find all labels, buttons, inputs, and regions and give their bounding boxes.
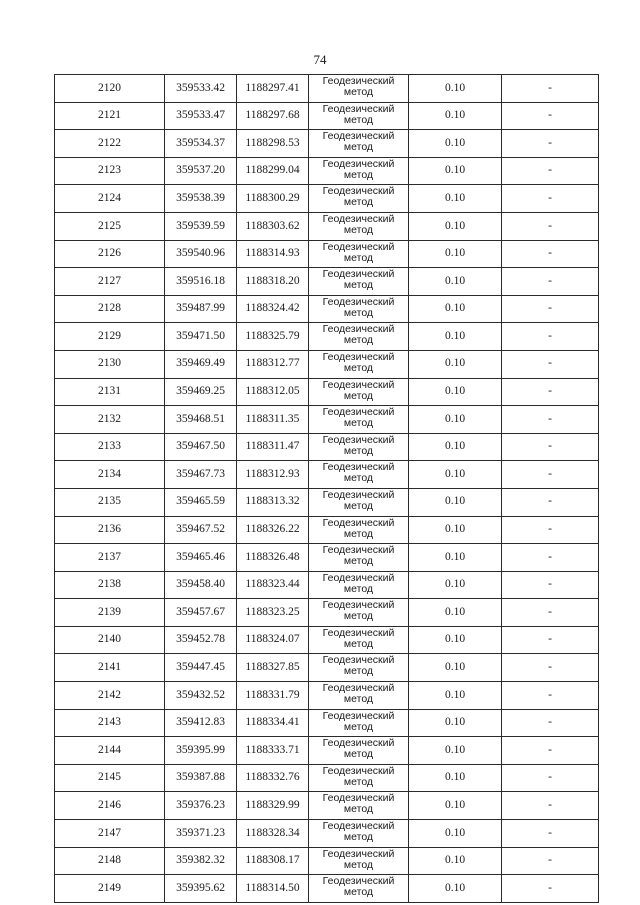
table-row (55, 323, 599, 351)
method-cell: Геодезический метод (309, 102, 409, 130)
coord-x-cell: 359467.52 (165, 516, 237, 544)
coord-x-cell: 359395.99 (165, 737, 237, 765)
accuracy-cell: 0.10 (409, 764, 502, 792)
coord-x-cell: 359447.45 (165, 654, 237, 682)
note-cell: - (502, 185, 599, 213)
table-row (55, 488, 599, 516)
table-row (55, 102, 599, 130)
coord-y-cell: 1188311.47 (237, 433, 309, 461)
method-cell: Геодезический метод (309, 212, 409, 240)
table-row (55, 240, 599, 268)
coord-y-cell: 1188300.29 (237, 185, 309, 213)
coord-y-cell: 1188312.05 (237, 378, 309, 406)
accuracy-cell: 0.10 (409, 75, 502, 103)
table-row (55, 75, 599, 103)
coord-x-cell: 359376.23 (165, 792, 237, 820)
table-row (55, 130, 599, 158)
coord-y-cell: 1188323.44 (237, 571, 309, 599)
coord-x-cell: 359471.50 (165, 323, 237, 351)
accuracy-cell: 0.10 (409, 654, 502, 682)
accuracy-cell: 0.10 (409, 847, 502, 875)
table-row (55, 682, 599, 710)
note-cell: - (502, 820, 599, 848)
method-cell: Геодезический метод (309, 516, 409, 544)
point-number-cell: 2132 (55, 406, 165, 434)
page-number: 74 (313, 52, 327, 67)
method-cell: Геодезический метод (309, 488, 409, 516)
table-row (55, 709, 599, 737)
method-cell: Геодезический метод (309, 185, 409, 213)
method-cell: Геодезический метод (309, 875, 409, 903)
accuracy-cell: 0.10 (409, 488, 502, 516)
coord-y-cell: 1188314.50 (237, 875, 309, 903)
method-cell: Геодезический метод (309, 847, 409, 875)
accuracy-cell: 0.10 (409, 820, 502, 848)
table-row (55, 185, 599, 213)
accuracy-cell: 0.10 (409, 875, 502, 903)
coord-y-cell: 1188303.62 (237, 212, 309, 240)
table-row (55, 212, 599, 240)
note-cell: - (502, 212, 599, 240)
coord-x-cell: 359465.59 (165, 488, 237, 516)
method-cell: Геодезический метод (309, 737, 409, 765)
table-row (55, 516, 599, 544)
table-row (55, 268, 599, 296)
table-row (55, 654, 599, 682)
accuracy-cell: 0.10 (409, 268, 502, 296)
method-cell: Геодезический метод (309, 820, 409, 848)
accuracy-cell: 0.10 (409, 461, 502, 489)
accuracy-cell: 0.10 (409, 240, 502, 268)
point-number-cell: 2147 (55, 820, 165, 848)
method-cell: Геодезический метод (309, 599, 409, 627)
accuracy-cell: 0.10 (409, 737, 502, 765)
accuracy-cell: 0.10 (409, 212, 502, 240)
note-cell: - (502, 626, 599, 654)
coord-x-cell: 359469.25 (165, 378, 237, 406)
accuracy-cell: 0.10 (409, 599, 502, 627)
point-number-cell: 2145 (55, 764, 165, 792)
method-cell: Геодезический метод (309, 654, 409, 682)
method-cell: Геодезический метод (309, 626, 409, 654)
note-cell: - (502, 157, 599, 185)
table-row (55, 571, 599, 599)
coord-y-cell: 1188327.85 (237, 654, 309, 682)
coord-y-cell: 1188328.34 (237, 820, 309, 848)
accuracy-cell: 0.10 (409, 406, 502, 434)
table-row (55, 406, 599, 434)
note-cell: - (502, 599, 599, 627)
note-cell: - (502, 130, 599, 158)
note-cell: - (502, 654, 599, 682)
coord-x-cell: 359371.23 (165, 820, 237, 848)
coord-y-cell: 1188323.25 (237, 599, 309, 627)
coord-y-cell: 1188311.35 (237, 406, 309, 434)
point-number-cell: 2120 (55, 75, 165, 103)
point-number-cell: 2142 (55, 682, 165, 710)
coord-y-cell: 1188297.68 (237, 102, 309, 130)
note-cell: - (502, 737, 599, 765)
method-cell: Геодезический метод (309, 461, 409, 489)
point-number-cell: 2123 (55, 157, 165, 185)
point-number-cell: 2134 (55, 461, 165, 489)
accuracy-cell: 0.10 (409, 350, 502, 378)
point-number-cell: 2133 (55, 433, 165, 461)
note-cell: - (502, 488, 599, 516)
coord-x-cell: 359538.39 (165, 185, 237, 213)
coord-y-cell: 1188325.79 (237, 323, 309, 351)
table-row (55, 820, 599, 848)
point-number-cell: 2126 (55, 240, 165, 268)
method-cell: Геодезический метод (309, 682, 409, 710)
note-cell: - (502, 544, 599, 572)
table-row (55, 157, 599, 185)
coord-y-cell: 1188324.07 (237, 626, 309, 654)
coord-x-cell: 359534.37 (165, 130, 237, 158)
coord-x-cell: 359452.78 (165, 626, 237, 654)
accuracy-cell: 0.10 (409, 378, 502, 406)
note-cell: - (502, 323, 599, 351)
table-row (55, 626, 599, 654)
coord-x-cell: 359487.99 (165, 295, 237, 323)
point-number-cell: 2143 (55, 709, 165, 737)
coord-y-cell: 1188314.93 (237, 240, 309, 268)
coord-x-cell: 359382.32 (165, 847, 237, 875)
coord-y-cell: 1188329.99 (237, 792, 309, 820)
note-cell: - (502, 571, 599, 599)
point-number-cell: 2125 (55, 212, 165, 240)
accuracy-cell: 0.10 (409, 516, 502, 544)
coord-x-cell: 359432.52 (165, 682, 237, 710)
point-number-cell: 2121 (55, 102, 165, 130)
accuracy-cell: 0.10 (409, 102, 502, 130)
method-cell: Геодезический метод (309, 433, 409, 461)
accuracy-cell: 0.10 (409, 323, 502, 351)
method-cell: Геодезический метод (309, 157, 409, 185)
point-number-cell: 2129 (55, 323, 165, 351)
accuracy-cell: 0.10 (409, 130, 502, 158)
table-row (55, 847, 599, 875)
coord-y-cell: 1188332.76 (237, 764, 309, 792)
method-cell: Геодезический метод (309, 378, 409, 406)
coord-y-cell: 1188333.71 (237, 737, 309, 765)
coord-y-cell: 1188312.77 (237, 350, 309, 378)
table-row (55, 378, 599, 406)
note-cell: - (502, 350, 599, 378)
accuracy-cell: 0.10 (409, 295, 502, 323)
coord-x-cell: 359412.83 (165, 709, 237, 737)
note-cell: - (502, 102, 599, 130)
coord-x-cell: 359465.46 (165, 544, 237, 572)
point-number-cell: 2146 (55, 792, 165, 820)
coord-y-cell: 1188297.41 (237, 75, 309, 103)
note-cell: - (502, 875, 599, 903)
coord-y-cell: 1188312.93 (237, 461, 309, 489)
table-row (55, 461, 599, 489)
coord-x-cell: 359467.73 (165, 461, 237, 489)
method-cell: Геодезический метод (309, 323, 409, 351)
table-row (55, 737, 599, 765)
note-cell: - (502, 268, 599, 296)
note-cell: - (502, 764, 599, 792)
coord-y-cell: 1188308.17 (237, 847, 309, 875)
method-cell: Геодезический метод (309, 764, 409, 792)
point-number-cell: 2127 (55, 268, 165, 296)
point-number-cell: 2131 (55, 378, 165, 406)
coord-x-cell: 359533.47 (165, 102, 237, 130)
note-cell: - (502, 516, 599, 544)
table-row (55, 875, 599, 903)
point-number-cell: 2148 (55, 847, 165, 875)
accuracy-cell: 0.10 (409, 626, 502, 654)
point-number-cell: 2141 (55, 654, 165, 682)
coord-y-cell: 1188299.04 (237, 157, 309, 185)
accuracy-cell: 0.10 (409, 792, 502, 820)
note-cell: - (502, 709, 599, 737)
table-row (55, 764, 599, 792)
table-row (55, 599, 599, 627)
method-cell: Геодезический метод (309, 571, 409, 599)
table-row (55, 295, 599, 323)
note-cell: - (502, 295, 599, 323)
method-cell: Геодезический метод (309, 75, 409, 103)
coord-x-cell: 359468.51 (165, 406, 237, 434)
point-number-cell: 2139 (55, 599, 165, 627)
method-cell: Геодезический метод (309, 130, 409, 158)
coord-y-cell: 1188313.32 (237, 488, 309, 516)
coord-x-cell: 359458.40 (165, 571, 237, 599)
accuracy-cell: 0.10 (409, 709, 502, 737)
point-number-cell: 2135 (55, 488, 165, 516)
coord-x-cell: 359387.88 (165, 764, 237, 792)
note-cell: - (502, 433, 599, 461)
point-number-cell: 2140 (55, 626, 165, 654)
table-row (55, 433, 599, 461)
method-cell: Геодезический метод (309, 544, 409, 572)
coord-y-cell: 1188331.79 (237, 682, 309, 710)
coord-x-cell: 359457.67 (165, 599, 237, 627)
point-number-cell: 2136 (55, 516, 165, 544)
method-cell: Геодезический метод (309, 240, 409, 268)
point-number-cell: 2144 (55, 737, 165, 765)
coord-x-cell: 359395.62 (165, 875, 237, 903)
point-number-cell: 2124 (55, 185, 165, 213)
method-cell: Геодезический метод (309, 295, 409, 323)
point-number-cell: 2138 (55, 571, 165, 599)
coord-y-cell: 1188326.22 (237, 516, 309, 544)
method-cell: Геодезический метод (309, 268, 409, 296)
note-cell: - (502, 240, 599, 268)
point-number-cell: 2130 (55, 350, 165, 378)
coord-x-cell: 359469.49 (165, 350, 237, 378)
accuracy-cell: 0.10 (409, 433, 502, 461)
note-cell: - (502, 682, 599, 710)
coord-y-cell: 1188326.48 (237, 544, 309, 572)
coord-x-cell: 359516.18 (165, 268, 237, 296)
method-cell: Геодезический метод (309, 406, 409, 434)
point-number-cell: 2122 (55, 130, 165, 158)
coordinates-table-body (55, 75, 599, 903)
coord-y-cell: 1188298.53 (237, 130, 309, 158)
accuracy-cell: 0.10 (409, 185, 502, 213)
coord-y-cell: 1188324.42 (237, 295, 309, 323)
method-cell: Геодезический метод (309, 792, 409, 820)
accuracy-cell: 0.10 (409, 571, 502, 599)
point-number-cell: 2149 (55, 875, 165, 903)
coord-x-cell: 359539.59 (165, 212, 237, 240)
coord-x-cell: 359467.50 (165, 433, 237, 461)
table-row (55, 544, 599, 572)
coord-x-cell: 359537.20 (165, 157, 237, 185)
coord-x-cell: 359540.96 (165, 240, 237, 268)
note-cell: - (502, 792, 599, 820)
note-cell: - (502, 378, 599, 406)
accuracy-cell: 0.10 (409, 157, 502, 185)
note-cell: - (502, 75, 599, 103)
table-row (55, 350, 599, 378)
point-number-cell: 2137 (55, 544, 165, 572)
accuracy-cell: 0.10 (409, 544, 502, 572)
method-cell: Геодезический метод (309, 350, 409, 378)
point-number-cell: 2128 (55, 295, 165, 323)
note-cell: - (502, 406, 599, 434)
accuracy-cell: 0.10 (409, 682, 502, 710)
coord-y-cell: 1188318.20 (237, 268, 309, 296)
table-row (55, 792, 599, 820)
coord-y-cell: 1188334.41 (237, 709, 309, 737)
method-cell: Геодезический метод (309, 709, 409, 737)
coord-x-cell: 359533.42 (165, 75, 237, 103)
note-cell: - (502, 847, 599, 875)
coordinates-table (54, 74, 599, 903)
note-cell: - (502, 461, 599, 489)
